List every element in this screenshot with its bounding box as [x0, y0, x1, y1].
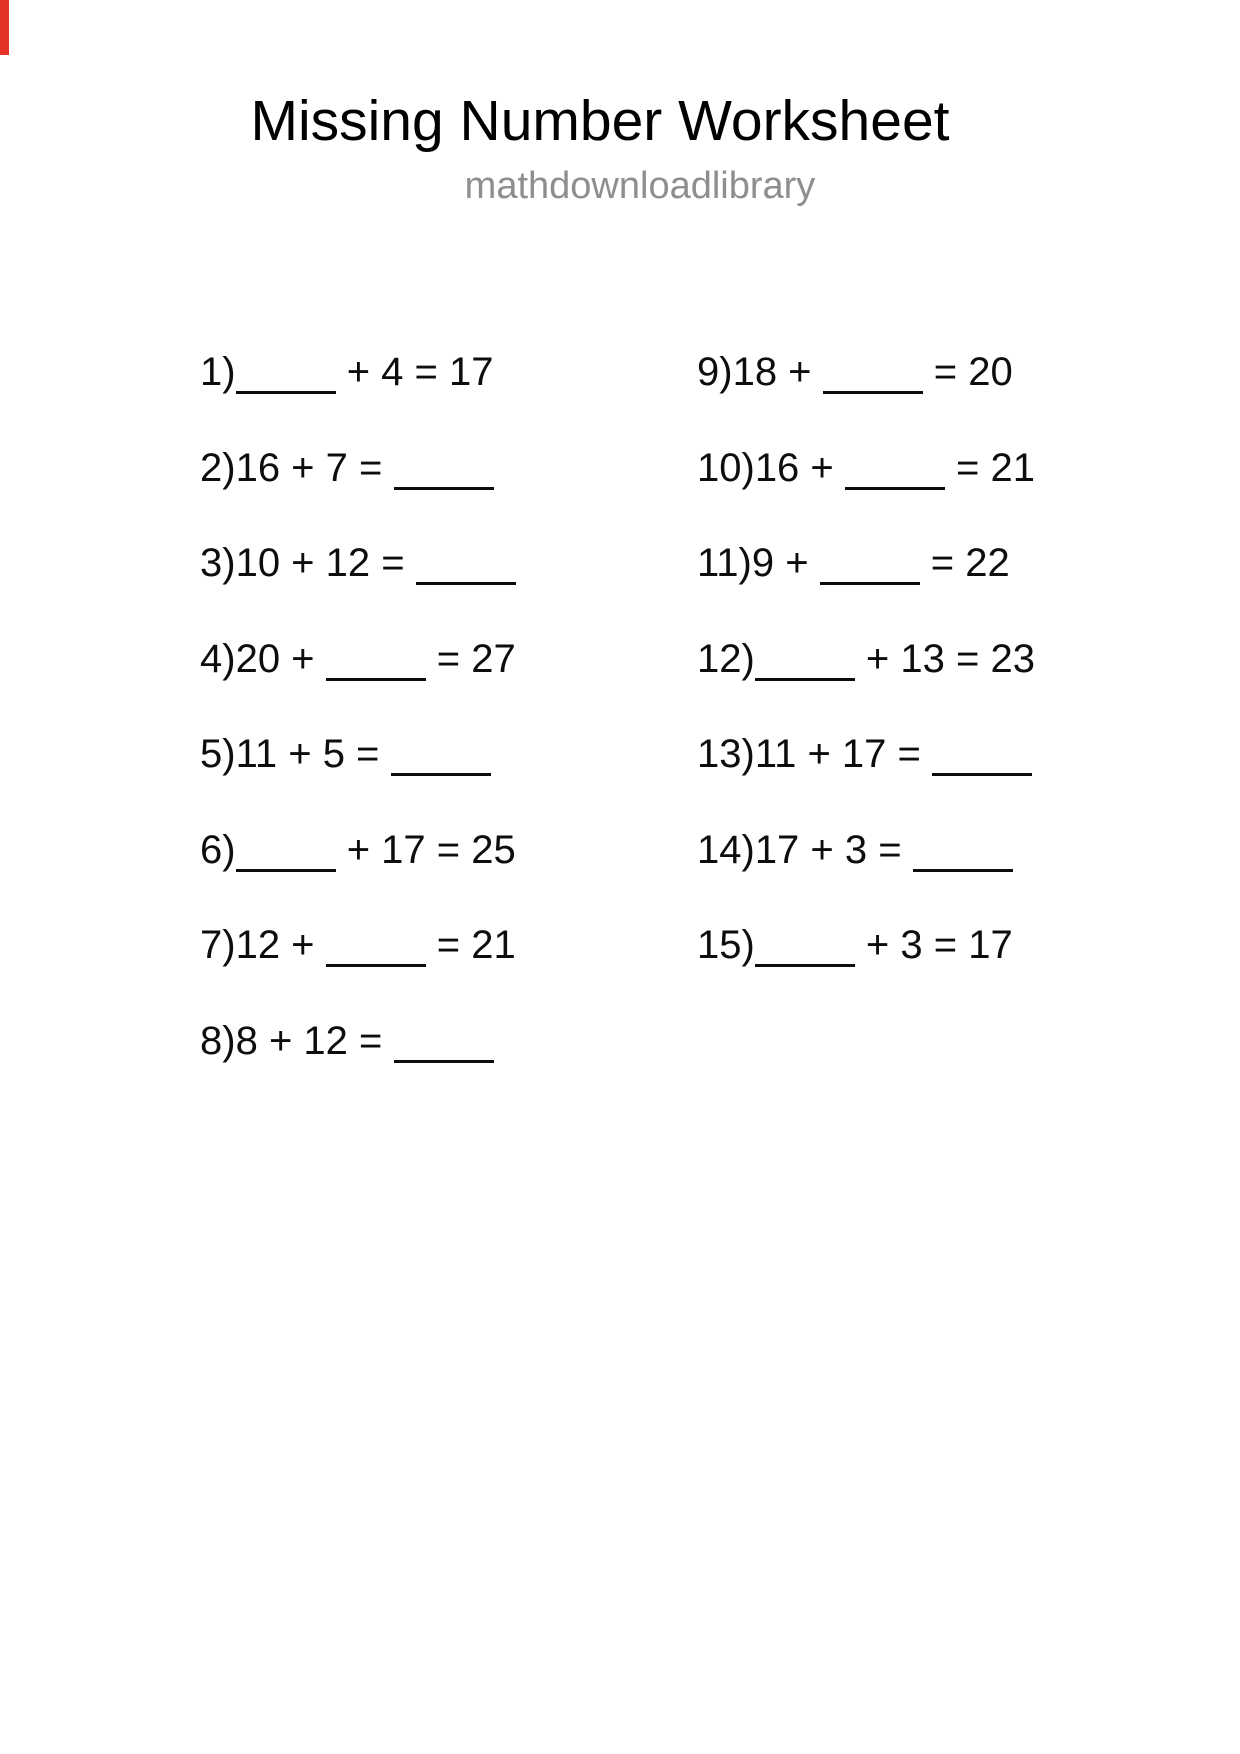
equation [236, 446, 494, 491]
equation-text: 20 + [235, 636, 326, 681]
equation-text: = 21 [425, 923, 516, 968]
equation [236, 541, 516, 586]
equation-text: 16 + [754, 445, 845, 490]
answer-blank [820, 552, 920, 585]
equation-text: 10 + 12 = [235, 541, 416, 586]
page-subtitle: mathdownloadlibrary [464, 165, 816, 207]
problem-row [697, 421, 1035, 517]
equation [236, 637, 516, 682]
problem-label: 6) [200, 827, 236, 872]
problem-row [200, 803, 516, 899]
equation-text: = 27 [425, 636, 516, 681]
problem-row [697, 898, 1035, 994]
problem-row [200, 898, 516, 994]
problem-row [697, 803, 1035, 899]
equation [236, 1019, 494, 1064]
answer-blank [823, 361, 923, 394]
answer-blank [394, 1030, 494, 1063]
problem-label: 14) [697, 827, 755, 872]
problem-row [200, 516, 516, 612]
problem-row [697, 325, 1035, 421]
answer-blank [913, 839, 1013, 872]
problem-label: 12) [697, 636, 755, 681]
equation [755, 828, 1013, 873]
problem-label: 5) [200, 732, 236, 777]
answer-blank [755, 648, 855, 681]
problem-row [200, 325, 516, 421]
equation-text: 17 + 3 = [754, 827, 913, 872]
equation-text: + 17 = 25 [335, 827, 516, 872]
answer-blank [755, 934, 855, 967]
problem-row [697, 516, 1035, 612]
page-title: Missing Number Worksheet [250, 89, 950, 153]
problem-label: 1) [200, 350, 236, 395]
equation-text: 11 + 5 = [235, 732, 391, 777]
equation-text: 12 + [235, 923, 326, 968]
problem-label: 9) [697, 350, 733, 395]
equation-text: = 21 [944, 445, 1035, 490]
problem-row [697, 707, 1035, 803]
problem-label: 8) [200, 1018, 236, 1063]
problem-label: 10) [697, 445, 755, 490]
equation-text: 18 + [732, 350, 823, 395]
equation [752, 541, 1010, 586]
equation [755, 637, 1035, 682]
problem-label: 2) [200, 445, 236, 490]
equation [733, 350, 1013, 395]
problem-row [200, 612, 516, 708]
equation-text: + 3 = 17 [854, 923, 1013, 968]
answer-blank [326, 648, 426, 681]
problem-label: 3) [200, 541, 236, 586]
answer-blank [932, 743, 1032, 776]
problem-label: 11) [697, 541, 752, 586]
problem-label: 7) [200, 923, 236, 968]
problem-label: 4) [200, 636, 236, 681]
equation [236, 828, 516, 873]
problem-row [200, 421, 516, 517]
equation [755, 446, 1035, 491]
equation [755, 732, 1032, 777]
equation-text: 9 + [751, 541, 820, 586]
answer-blank [236, 839, 336, 872]
equation-text: + 4 = 17 [335, 350, 494, 395]
equation [236, 732, 491, 777]
equation-text: = 22 [919, 541, 1010, 586]
answer-blank [391, 743, 491, 776]
equation [236, 923, 516, 968]
answer-blank [845, 457, 945, 490]
problems-column-left [200, 325, 516, 1089]
equation [236, 350, 494, 395]
problem-row [200, 707, 516, 803]
answer-blank [326, 934, 426, 967]
page-edge-red-mark [0, 0, 9, 55]
problem-label: 13) [697, 732, 755, 777]
equation-text: + 13 = 23 [854, 636, 1035, 681]
answer-blank [416, 552, 516, 585]
answer-blank [394, 457, 494, 490]
problem-label: 15) [697, 923, 755, 968]
problem-row [697, 612, 1035, 708]
equation-text: 8 + 12 = [235, 1018, 394, 1063]
equation [755, 923, 1013, 968]
equation-text: = 20 [922, 350, 1013, 395]
equation-text: 11 + 17 = [754, 732, 932, 777]
problems-column-right [697, 325, 1035, 994]
equation-text: 16 + 7 = [235, 445, 394, 490]
answer-blank [236, 361, 336, 394]
problem-row [200, 994, 516, 1090]
